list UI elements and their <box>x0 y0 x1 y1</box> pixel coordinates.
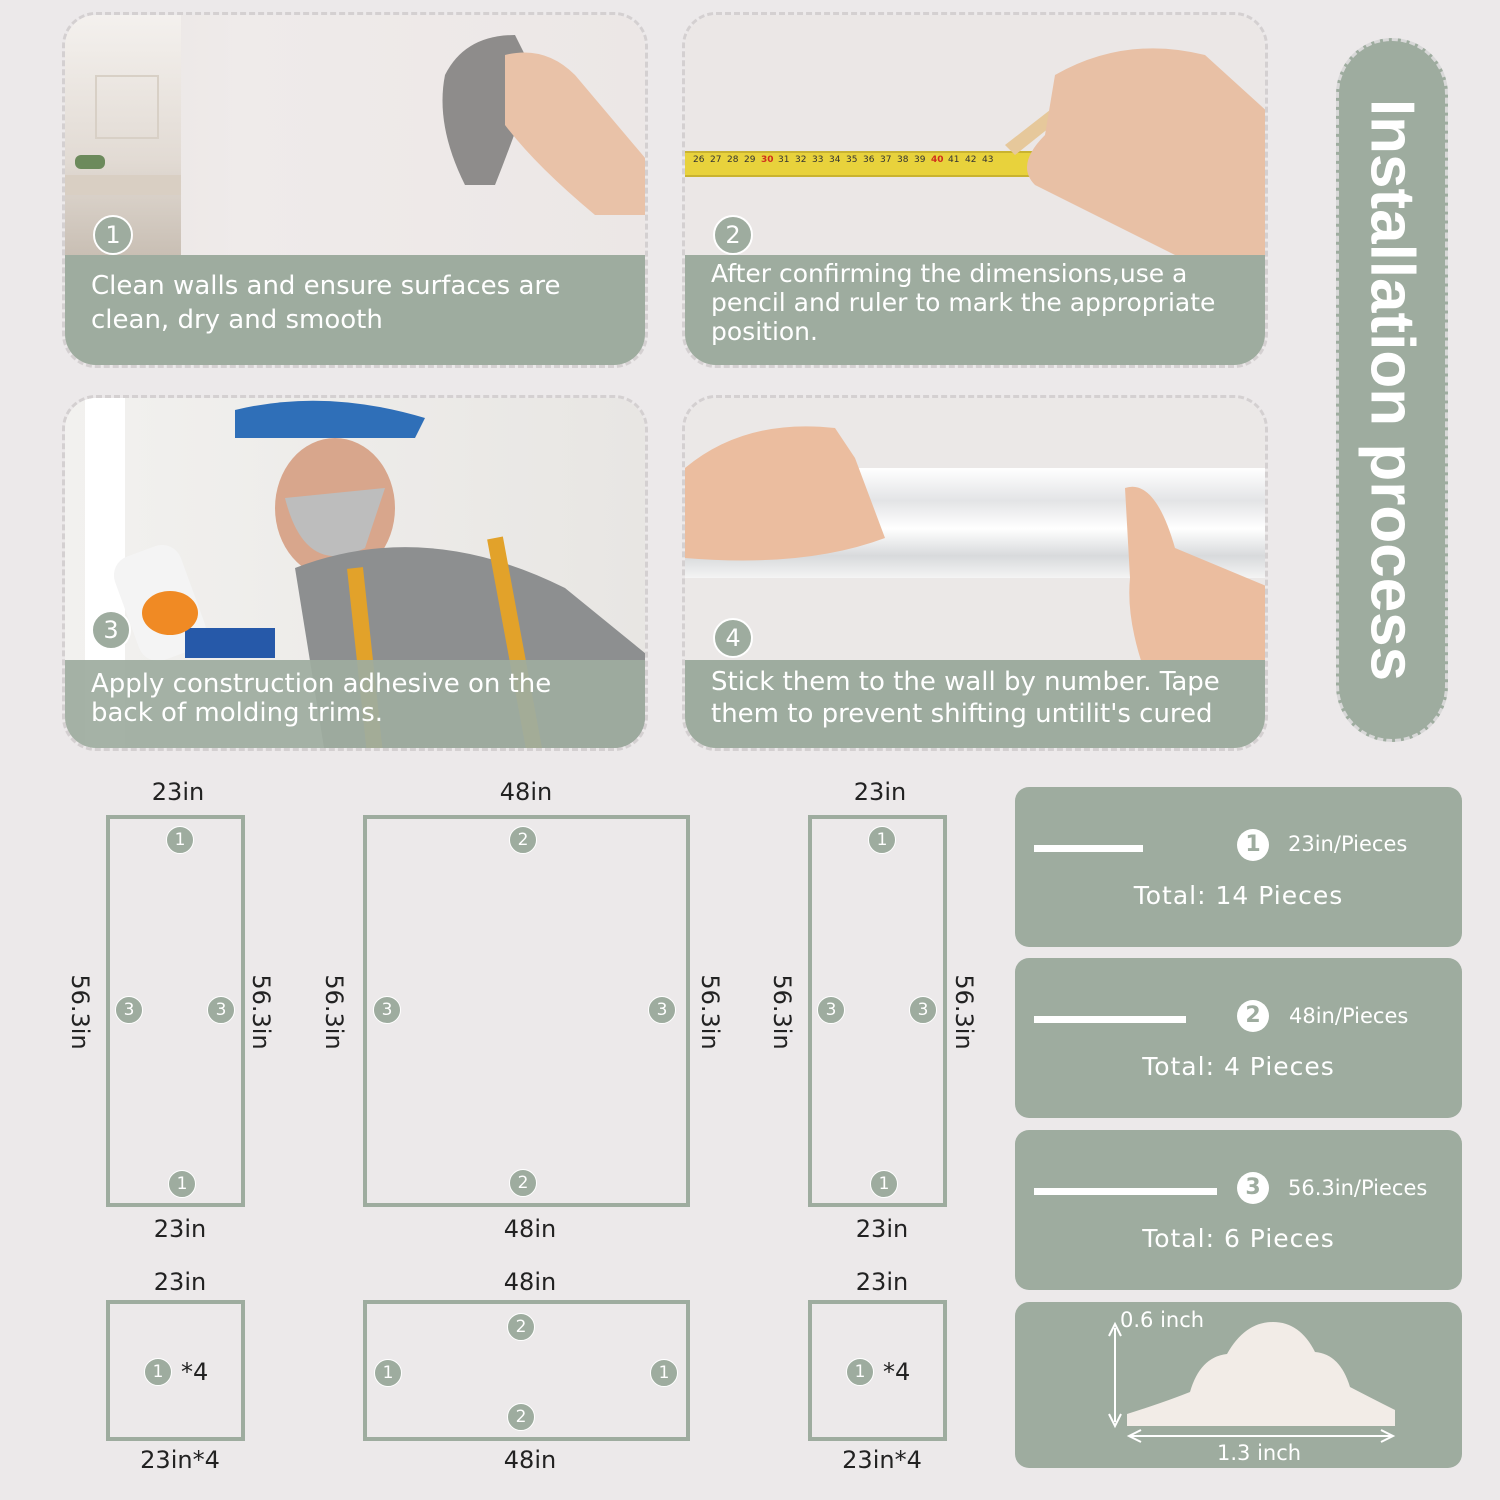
legend-1-number: 1 <box>1237 829 1269 861</box>
tape-number: 32 <box>795 155 807 165</box>
legend-2-total: Total: 4 Pieces <box>1142 1052 1335 1081</box>
tape-number: 41 <box>948 155 960 165</box>
badge-1: 1 <box>846 1358 874 1386</box>
left-short-bottom-dim: 23in*4 <box>140 1446 220 1474</box>
badge-3: 3 <box>909 996 937 1024</box>
badge-1: 1 <box>870 1170 898 1198</box>
legend-2-size: 48in/Pieces <box>1289 1004 1409 1028</box>
left-short-top-dim: 23in <box>153 1268 207 1296</box>
step-1-number: 1 <box>93 215 133 255</box>
step-card-1 <box>62 12 648 368</box>
middle-tall-side-dim-outer: 56.3in <box>320 974 348 1050</box>
badge-1: 1 <box>374 1359 402 1387</box>
left-tall-top-dim: 23in <box>151 778 205 806</box>
legend-card-2 <box>1015 958 1462 1118</box>
middle-tall-bottom-dim: 48in <box>503 1215 557 1243</box>
step-1-caption: Clean walls and ensure surfaces are clean, dry and smooth <box>65 255 645 365</box>
profile-card <box>1015 1302 1462 1468</box>
middle-tall-frame <box>363 815 690 1207</box>
badge-1: 1 <box>144 1358 172 1386</box>
right-short-top-dim: 23in <box>855 1268 909 1296</box>
left-short-frame <box>106 1300 245 1441</box>
tape-number: 42 <box>965 155 977 165</box>
profile-width-label: 1.3 inch <box>1217 1441 1302 1465</box>
middle-tall-side-dim-inner: 56.3in <box>696 974 724 1050</box>
piece-line-icon <box>1034 845 1143 852</box>
step-2-caption: After confirming the dimensions,use a pencil and ruler to mark the appropriate position. <box>685 255 1265 365</box>
right-tall-bottom-dim: 23in <box>855 1215 909 1243</box>
left-tall-bottom-dim: 23in <box>153 1215 207 1243</box>
pencil-hand-illustration <box>975 15 1268 255</box>
legend-1-size: 23in/Pieces <box>1288 832 1408 856</box>
tape-number: 28 <box>727 155 739 165</box>
piece-line-icon <box>1034 1016 1186 1023</box>
left-short-multiplier: *4 <box>181 1358 209 1386</box>
tape-number: 37 <box>880 155 892 165</box>
legend-card-3 <box>1015 1130 1462 1290</box>
page-title: Installation process <box>1357 98 1427 682</box>
badge-1: 1 <box>868 826 896 854</box>
badge-3: 3 <box>207 996 235 1024</box>
step-3-number: 3 <box>91 610 131 650</box>
badge-3: 3 <box>373 996 401 1024</box>
badge-3: 3 <box>648 996 676 1024</box>
middle-short-top-dim: 48in <box>503 1268 557 1296</box>
tape-number: 36 <box>863 155 875 165</box>
badge-3: 3 <box>115 996 143 1024</box>
hands-pressing-illustration <box>685 398 1268 698</box>
badge-2: 2 <box>509 1169 537 1197</box>
step-4-number: 4 <box>713 618 753 658</box>
tape-number: 43 <box>982 155 994 165</box>
tape-number: 29 <box>744 155 756 165</box>
right-short-frame <box>808 1300 947 1441</box>
legend-3-total: Total: 6 Pieces <box>1142 1224 1335 1253</box>
right-tall-side-dim-outer: 56.3in <box>768 974 796 1050</box>
legend-card-1 <box>1015 787 1462 947</box>
step-card-4 <box>682 395 1268 751</box>
badge-2: 2 <box>507 1313 535 1341</box>
right-short-bottom-dim: 23in*4 <box>842 1446 922 1474</box>
badge-3: 3 <box>817 996 845 1024</box>
badge-2: 2 <box>509 826 537 854</box>
tape-number: 30 <box>761 155 774 165</box>
badge-1: 1 <box>166 826 194 854</box>
tape-number: 35 <box>846 155 858 165</box>
tape-number: 39 <box>914 155 926 165</box>
step-3-caption: Apply construction adhesive on the back of molding trims. <box>65 660 645 748</box>
badge-1: 1 <box>168 1170 196 1198</box>
legend-3-size: 56.3in/Pieces <box>1288 1176 1428 1200</box>
left-tall-side-dim-inner: 56.3in <box>247 974 275 1050</box>
tape-number: 34 <box>829 155 841 165</box>
badge-1: 1 <box>650 1359 678 1387</box>
step-4-caption: Stick them to the wall by number. Tape them to prevent shifting untilit's cured <box>685 660 1265 748</box>
left-tall-side-dim-outer: 56.3in <box>66 974 94 1050</box>
tape-number: 26 <box>693 155 705 165</box>
right-tall-side-dim-inner: 56.3in <box>950 974 978 1050</box>
step-card-2 <box>682 12 1268 368</box>
legend-1-total: Total: 14 Pieces <box>1133 881 1344 910</box>
right-tall-top-dim: 23in <box>853 778 907 806</box>
middle-tall-top-dim: 48in <box>499 778 553 806</box>
profile-height-label: 0.6 inch <box>1120 1308 1205 1332</box>
legend-2-number: 2 <box>1237 1000 1269 1032</box>
step-card-3 <box>62 395 648 751</box>
right-short-multiplier: *4 <box>883 1358 911 1386</box>
tape-number: 40 <box>931 155 944 165</box>
step-2-number: 2 <box>713 215 753 255</box>
tape-number: 38 <box>897 155 909 165</box>
piece-line-icon <box>1034 1188 1217 1195</box>
badge-2: 2 <box>507 1403 535 1431</box>
middle-short-bottom-dim: 48in <box>503 1446 557 1474</box>
tape-number: 27 <box>710 155 722 165</box>
tape-number: 33 <box>812 155 824 165</box>
cleaning-hand-illustration <box>425 15 648 215</box>
tape-number: 31 <box>778 155 790 165</box>
legend-3-number: 3 <box>1237 1172 1269 1204</box>
